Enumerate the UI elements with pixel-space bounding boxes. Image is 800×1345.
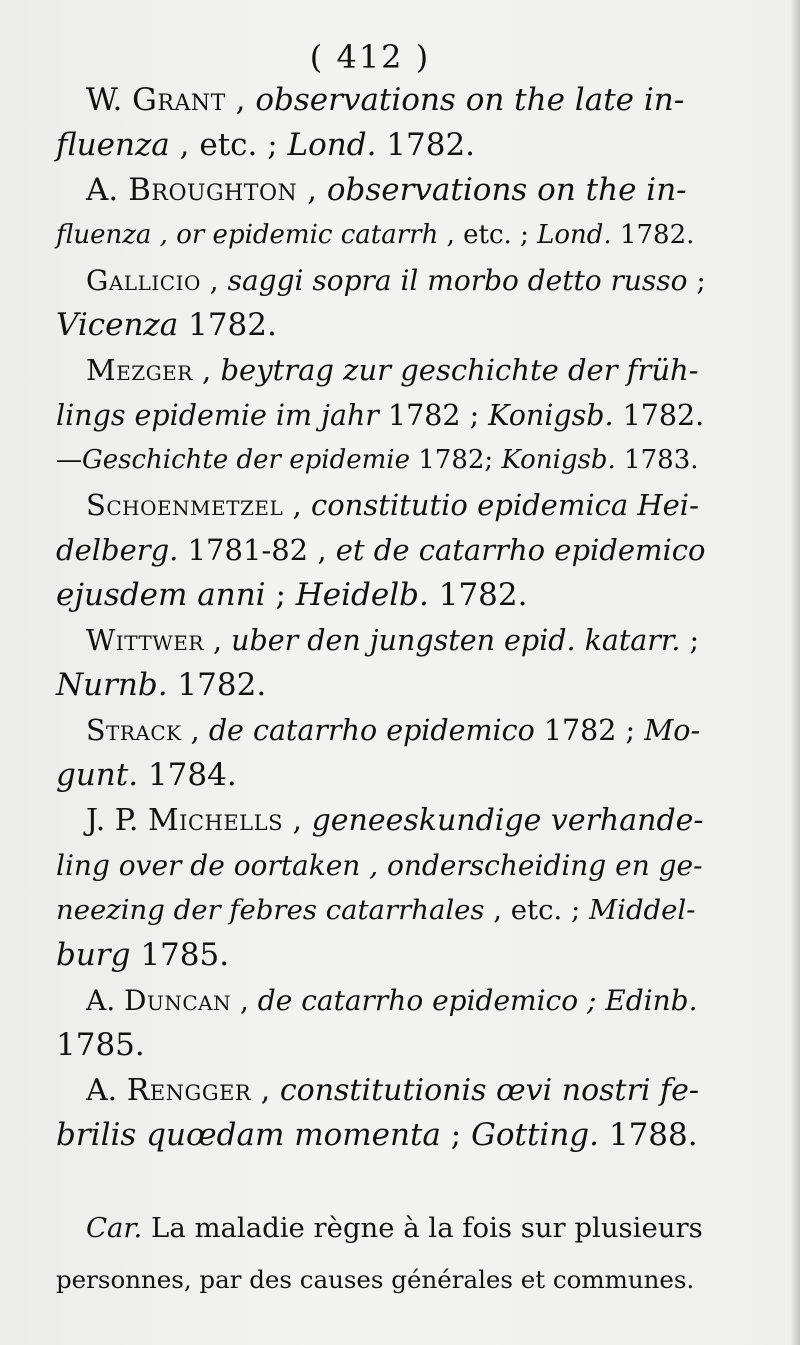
bibliography-entry — [56, 798, 706, 978]
text-line — [56, 528, 706, 573]
text-line — [56, 708, 706, 753]
bibliography-entry — [56, 258, 706, 348]
italic-text: Konigsb. — [501, 445, 616, 475]
italic-text: Lond. — [287, 127, 377, 163]
text-run: , etc. ; — [438, 220, 538, 250]
text-line — [56, 843, 706, 888]
text-run: ; — [440, 1117, 472, 1153]
text-run: , — [297, 172, 327, 208]
italic-text: observations on the in- — [326, 172, 687, 208]
text-run: 1782. — [428, 577, 528, 613]
bibliography-entry — [56, 168, 706, 258]
page-number: ( 412 ) — [309, 38, 431, 76]
page-edge-shadow — [790, 0, 800, 1345]
italic-text: burg — [56, 937, 131, 973]
italic-text: lings epidemie im jahr — [56, 399, 379, 432]
text-line — [56, 1023, 706, 1068]
text-run: , — [282, 803, 312, 838]
text-run: 1782 ; — [534, 714, 645, 747]
italic-text: Heidelb. — [295, 577, 429, 613]
text-line — [56, 483, 706, 528]
italic-text: Lond. — [537, 220, 612, 250]
text-run: , — [200, 264, 228, 297]
text-line — [56, 1254, 706, 1306]
italic-text: delberg. — [56, 533, 179, 567]
text-run: ; — [265, 577, 296, 613]
italic-text: Gotting. — [471, 1117, 599, 1153]
text-run: 1788. — [599, 1117, 698, 1153]
text-line — [56, 78, 706, 123]
italic-text: observations on the late in- — [255, 82, 685, 118]
text-line — [56, 888, 706, 933]
bibliography-entry — [56, 978, 706, 1068]
text-run: 1782 ; — [378, 399, 489, 432]
author-name: Duncan — [124, 984, 232, 1017]
author-name: Strack — [86, 714, 182, 747]
text-line — [56, 663, 706, 708]
text-line — [56, 1202, 706, 1254]
author-name: Broughton — [128, 172, 298, 208]
text-line — [56, 753, 706, 798]
closing-paragraph — [56, 1202, 706, 1306]
italic-text: de catarrho epidemico — [208, 714, 535, 747]
italic-text: uber den jungsten epid. katarr. — [231, 624, 681, 657]
author-name: Mezger — [86, 353, 193, 387]
text-line — [56, 618, 706, 663]
italic-text: et de catarrho epidemico — [335, 533, 706, 567]
text-run: , — [231, 984, 258, 1017]
italic-text: Nurnb. — [56, 667, 168, 703]
text-run: 1784. — [138, 757, 237, 793]
text-run: A. — [86, 1073, 127, 1108]
text-line — [56, 123, 706, 168]
text-run: ; — [680, 624, 700, 657]
italic-text: fluenza — [56, 127, 170, 163]
italic-text: ling over de oortaken , onderscheiding en ge- — [56, 849, 703, 882]
text-run: J. P. — [86, 803, 148, 838]
text-line — [56, 438, 706, 483]
text-run: La maladie règne à la fois sur plusieurs — [142, 1212, 703, 1244]
italic-text: Car. — [86, 1212, 143, 1244]
text-line — [56, 258, 706, 303]
text-line — [56, 168, 706, 213]
author-name: Wittwer — [86, 624, 204, 657]
italic-text: constitutio epidemica Hei- — [310, 488, 699, 522]
italic-text: Konigsb. — [488, 399, 614, 432]
italic-text: Vicenza — [56, 307, 179, 343]
author-name: Rengger — [126, 1073, 252, 1108]
text-line — [56, 1113, 706, 1158]
text-run: 1782. — [178, 307, 277, 343]
text-run: , — [181, 714, 209, 747]
text-line — [56, 978, 706, 1023]
text-line — [56, 213, 706, 258]
text-run: 1782. — [376, 127, 476, 163]
text-run: , — [251, 1073, 280, 1108]
text-run: , etc. ; — [169, 127, 288, 163]
text-line — [56, 348, 706, 393]
italic-text: Middel- — [588, 894, 696, 926]
text-line — [56, 798, 706, 843]
author-name: Michells — [147, 803, 283, 838]
text-line — [56, 1068, 706, 1113]
text-run: 1785. — [130, 937, 230, 973]
text-run: 1782. — [613, 399, 705, 432]
text-run: A. — [86, 984, 125, 1017]
bibliography-list — [56, 78, 706, 1158]
italic-text: geneeskundige verhande- — [311, 803, 704, 838]
italic-text: ejusdem anni — [56, 577, 266, 613]
text-line — [56, 303, 706, 348]
italic-text: —Geschichte der epidemie — [56, 445, 410, 475]
italic-text: brilis quœdam momenta — [56, 1117, 441, 1153]
text-run: , — [283, 488, 311, 522]
text-run: A. — [86, 172, 129, 208]
text-run: personnes, par des causes générales et communes. — [56, 1265, 695, 1294]
text-run: ; — [687, 264, 706, 297]
text-run: , — [203, 624, 232, 657]
text-run: 1783. — [615, 445, 699, 475]
bibliography-entry — [56, 483, 706, 618]
text-line — [56, 573, 706, 618]
bibliography-entry — [56, 618, 706, 708]
author-name: Grant — [132, 82, 226, 118]
italic-text: fluenza , or epidemic catarrh — [56, 220, 439, 250]
bibliography-entry — [56, 78, 706, 168]
italic-text: beytrag zur geschichte der früh- — [220, 353, 699, 387]
italic-text: neezing der febres catarrhales — [56, 894, 485, 926]
italic-text: gunt. — [56, 757, 139, 793]
bibliography-entry — [56, 348, 706, 483]
text-run: , etc. ; — [484, 894, 589, 926]
italic-text: saggi sopra il morbo detto russo — [227, 264, 688, 297]
bibliography-entry — [56, 1068, 706, 1158]
text-run: 1782; — [409, 445, 502, 475]
section-gap — [56, 1158, 706, 1202]
text-run: , — [225, 82, 256, 118]
text-run: 1782. — [167, 667, 267, 703]
italic-text: de catarrho epidemico ; Edinb. — [257, 984, 698, 1017]
text-line — [56, 933, 706, 978]
bibliography-entry — [56, 708, 706, 798]
bibliography-text — [56, 78, 706, 1306]
author-name: Gallicio — [86, 264, 201, 297]
text-run: 1781-82 , — [178, 533, 336, 567]
italic-text: Mo- — [644, 714, 701, 747]
text-run: 1782. — [611, 220, 695, 250]
text-line — [56, 393, 706, 438]
author-name: Schoenmetzel — [86, 488, 284, 522]
italic-text: constitutionis œvi nostri fe- — [279, 1073, 700, 1108]
text-run: 1785. — [56, 1027, 145, 1063]
text-run: , — [192, 353, 221, 387]
text-run: W. — [86, 82, 133, 118]
